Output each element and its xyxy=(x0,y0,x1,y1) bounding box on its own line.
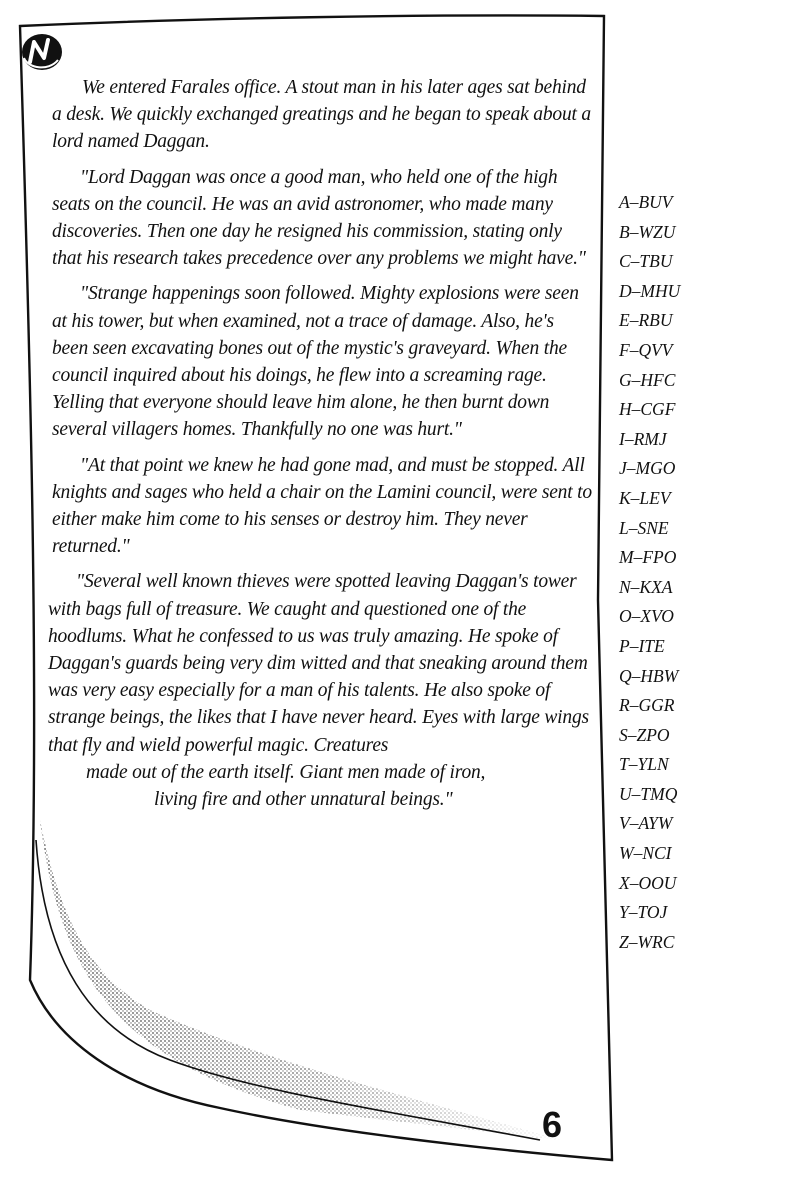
swirl-n-logo-icon xyxy=(18,30,66,74)
story-paragraph-last-tail1: made out of the earth itself. Giant men made of iron, xyxy=(86,761,486,783)
cipher-key-item: U–TMQ xyxy=(619,783,678,804)
story-paragraph: "Lord Daggan was once a good man, who held one of the high seats on the council. He was an avid astronomer, who made many discoveries. Then one day he resigned his commission, stating only that his research takes precedence over any problems we might have." xyxy=(52,166,586,270)
cipher-key-item: G–HFC xyxy=(619,369,676,390)
story-text xyxy=(48,74,592,821)
cipher-key-item: Q–HBW xyxy=(619,665,679,686)
cipher-key-item: L–SNE xyxy=(619,517,669,538)
story-paragraph: "At that point we knew he had gone mad, and must be stopped. All knights and sages who held a chair on the Lamini council, were sent to either make him come to his senses or destroy him. They never returned." xyxy=(52,454,592,558)
cipher-key-item: H–CGF xyxy=(619,399,676,420)
cipher-key-item: I–RMJ xyxy=(619,428,667,449)
cipher-key-item: T–YLN xyxy=(619,754,669,775)
cipher-key-item: X–OOU xyxy=(619,872,677,893)
cipher-key-item: W–NCI xyxy=(619,843,672,864)
story-paragraph-last-main: "Several well known thieves were spotted leaving Daggan's tower with bags full of treasure. We caught and questioned one of the hoodlums. What he confessed to us was truly amazing. He spoke of Daggan's guards being very dim witted and that sneaking around them was very easy especially for a man of his talents. He also spoke of strange beings, the likes that I have never heard. Eyes with large wings that fly and wield powerful magic. Creatures xyxy=(48,571,589,756)
cipher-key-item: V–AYW xyxy=(619,813,673,834)
cipher-key-item: Z–WRC xyxy=(619,931,675,952)
cipher-key-item: R–GGR xyxy=(619,695,675,716)
cipher-key-item: D–MHU xyxy=(619,280,681,301)
cipher-key-item: Y–TOJ xyxy=(619,902,668,923)
story-paragraph: "Strange happenings soon followed. Mighty explosions were seen at his tower, but when examined, not a trace of damage. Also, he's been seen excavating bones out of the mystic's graveyard. When the council inquired about his doings, he flew into a screaming rage. Yelling that everyone should leave him alone, he then burnt down several villagers homes. Thankfully no one was hurt." xyxy=(52,283,579,441)
cipher-key-item: K–LEV xyxy=(619,487,671,508)
cipher-key-item: B–WZU xyxy=(619,221,676,242)
cipher-key-item: E–RBU xyxy=(619,310,673,331)
cipher-key-item: J–MGO xyxy=(619,458,676,479)
cipher-key-item: A–BUV xyxy=(619,192,673,212)
story-paragraph-last-tail2: living fire and other unnatural beings." xyxy=(154,789,453,811)
page-number: 6 xyxy=(542,1104,563,1145)
cipher-key-item: P–ITE xyxy=(619,635,665,656)
cipher-key-list xyxy=(619,188,739,957)
cipher-key-item: M–FPO xyxy=(619,547,677,568)
cipher-key-item: N–KXA xyxy=(619,576,673,597)
cipher-key-item: O–XVO xyxy=(619,606,674,627)
cipher-key-item: F–QVV xyxy=(619,339,673,360)
cipher-key-item: C–TBU xyxy=(619,251,673,272)
story-paragraph-last xyxy=(48,568,592,813)
story-paragraph: We entered Farales office. A stout man in his later ages sat behind a desk. We quickly exchanged greatings and he began to speak about a lord named Daggan. xyxy=(52,77,591,153)
cipher-key-item: S–ZPO xyxy=(619,724,670,745)
